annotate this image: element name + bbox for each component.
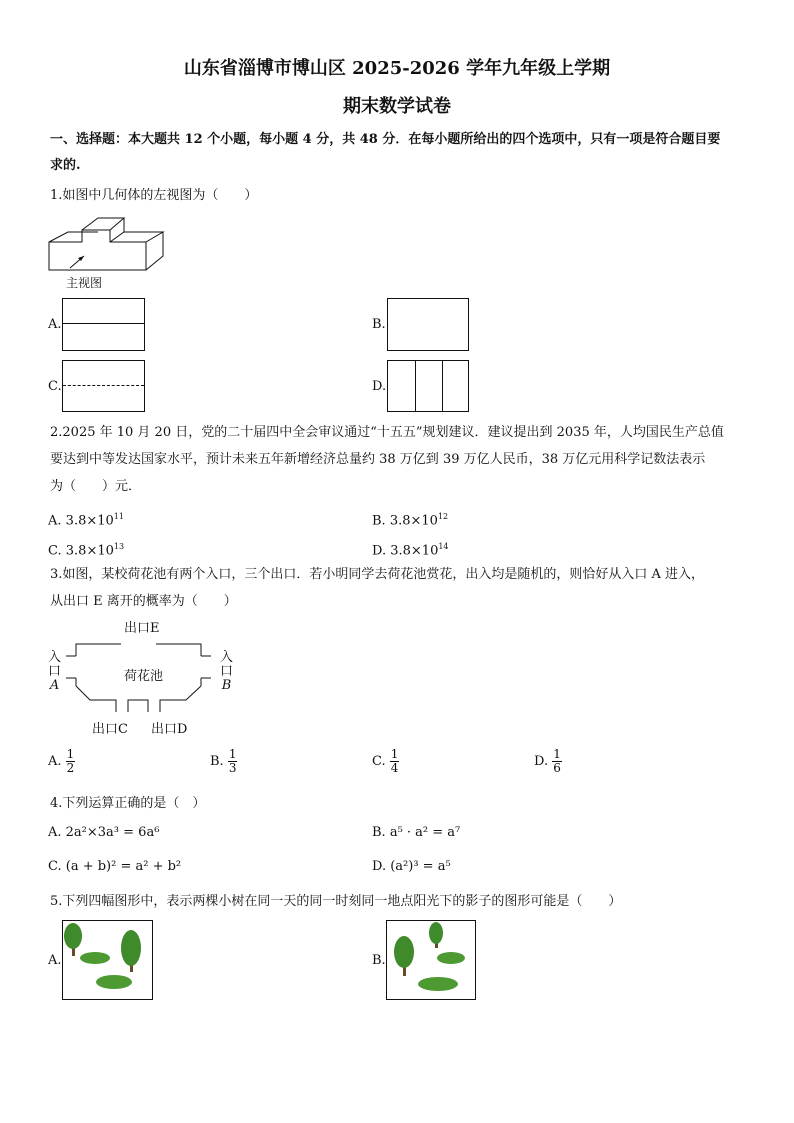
q2-option-b bbox=[372, 508, 448, 530]
q4-stem: 4.下列运算正确的是（ ） bbox=[50, 796, 206, 811]
tree-shadow-icon bbox=[437, 952, 465, 964]
q3-entry-a-char3: A bbox=[49, 678, 60, 693]
q5-option-a-image bbox=[62, 920, 153, 1000]
q4-option-a: A. 2a²×3a³ = 6a⁶ bbox=[48, 825, 160, 840]
q3-option-b bbox=[210, 748, 237, 775]
q3-entry-a-char2: 口 bbox=[48, 664, 62, 679]
q2-option-c-label: C. bbox=[48, 543, 62, 559]
q3-entry-a bbox=[48, 651, 61, 693]
q5-option-b-label: B. bbox=[372, 953, 386, 968]
q3-option-a-label: A. bbox=[48, 754, 62, 769]
q3-option-a-den: 2 bbox=[66, 761, 75, 775]
q3-entry-b bbox=[220, 651, 233, 693]
exam-title-line2: 期末数学试卷 bbox=[343, 96, 451, 117]
q3-option-b-den: 3 bbox=[228, 761, 237, 775]
q3-line1: 3.如图，某校荷花池有两个入口，三个出口．若小明同学去荷花池赏花，出入均是随机的，则恰好从入口 A 进入， bbox=[50, 567, 705, 582]
q1-solid-figure bbox=[46, 208, 170, 272]
q3-pond-label: 荷花池 bbox=[124, 669, 164, 684]
q3-option-b-num: 1 bbox=[228, 747, 237, 761]
q2-option-c-base: 3.8×10 bbox=[65, 543, 114, 559]
q3-entry-b-char3: B bbox=[221, 678, 232, 693]
q2-option-a bbox=[48, 508, 124, 530]
q3-option-a-fraction bbox=[66, 748, 76, 775]
q2-line2: 要达到中等发达国家水平，预计未来五年新增经济总量约 38 万亿到 39 万亿人民币，38 万亿元用科学记数法表示 bbox=[50, 452, 706, 467]
q3-option-d bbox=[534, 748, 562, 775]
q3-option-d-label: D. bbox=[534, 754, 549, 769]
q2-line3: 为（ ）元． bbox=[50, 479, 142, 494]
q3-option-a bbox=[48, 748, 75, 775]
tree-shadow-icon bbox=[96, 975, 132, 989]
q2-option-a-exp: 11 bbox=[113, 512, 124, 521]
q3-option-d-num: 1 bbox=[553, 747, 561, 761]
q2-option-d bbox=[372, 538, 449, 560]
q1-stem: 1.如图中几何体的左视图为（ ） bbox=[50, 188, 258, 203]
q3-option-c-num: 1 bbox=[390, 747, 399, 761]
q3-option-c-label: C. bbox=[372, 754, 386, 769]
q5-option-b-image bbox=[386, 920, 476, 1000]
q1-option-c-figure bbox=[62, 360, 145, 412]
q3-option-c bbox=[372, 748, 399, 775]
q1-option-a-label: A. bbox=[48, 317, 62, 332]
q3-entry-b-char2: 口 bbox=[220, 664, 234, 679]
q4-option-b: B. a⁵ · a² = a⁷ bbox=[372, 825, 461, 840]
q2-option-b-label: B. bbox=[372, 513, 386, 529]
q3-option-d-den: 6 bbox=[553, 761, 561, 775]
q2-option-c bbox=[48, 538, 124, 560]
q2-option-a-label: A. bbox=[48, 513, 62, 529]
q3-option-c-den: 4 bbox=[390, 761, 399, 775]
q3-option-b-label: B. bbox=[210, 754, 224, 769]
q2-option-d-label: D. bbox=[372, 543, 387, 559]
q3-exit-c-label: 出口C bbox=[92, 722, 128, 737]
q2-option-d-base: 3.8×10 bbox=[390, 543, 439, 559]
section-header-line1: 一、选择题：本大题共 12 个小题，每小题 4 分，共 48 分．在每小题所给出的四个选项中，只有一项是符合题目要 bbox=[50, 132, 721, 147]
q4-option-d: D. (a²)³ = a⁵ bbox=[372, 859, 451, 874]
tree-shadow-icon bbox=[418, 977, 458, 991]
section-header-line2: 求的. bbox=[50, 158, 81, 173]
q2-option-b-base: 3.8×10 bbox=[389, 513, 438, 529]
q2-option-d-exp: 14 bbox=[438, 542, 449, 551]
q1-option-d-label: D. bbox=[372, 379, 387, 394]
q1-option-c-label: C. bbox=[48, 379, 62, 394]
q5-option-a-label: A. bbox=[48, 953, 62, 968]
q1-option-a-figure bbox=[62, 298, 145, 351]
q3-option-a-num: 1 bbox=[66, 747, 75, 761]
q1-option-b-figure bbox=[387, 298, 469, 351]
q3-exit-e-label: 出口E bbox=[124, 621, 160, 636]
q2-line1: 2.2025 年 10 月 20 日，党的二十届四中全会审议通过“十五五”规划建议．建议提出到 2035 年，人均国民生产总值 bbox=[50, 425, 724, 440]
tree-shadow-icon bbox=[80, 952, 110, 964]
q4-option-c: C. (a + b)² = a² + b² bbox=[48, 859, 182, 874]
q1-option-d-figure bbox=[387, 360, 469, 412]
q1-option-b-label: B. bbox=[372, 317, 386, 332]
q3-option-b-fraction bbox=[228, 748, 238, 775]
q5-stem: 5.下列四幅图形中，表示两棵小树在同一天的同一时刻同一地点阳光下的影子的图形可能是（ ） bbox=[50, 894, 622, 909]
q3-exit-d-label: 出口D bbox=[151, 722, 188, 737]
q3-option-c-fraction bbox=[390, 748, 400, 775]
q3-line2: 从出口 E 离开的概率为（ ） bbox=[50, 594, 237, 609]
q3-option-d-fraction bbox=[552, 748, 562, 775]
q2-option-c-exp: 13 bbox=[113, 542, 125, 551]
q3-entry-b-char1: 入 bbox=[220, 650, 234, 665]
q1-front-view-label: 主视图 bbox=[66, 276, 103, 290]
q2-option-b-exp: 12 bbox=[437, 512, 449, 521]
exam-title-line1: 山东省淄博市博山区 2025-2026 学年九年级上学期 bbox=[183, 58, 611, 79]
q3-entry-a-char1: 入 bbox=[48, 650, 62, 665]
q2-option-a-base: 3.8×10 bbox=[65, 513, 114, 529]
